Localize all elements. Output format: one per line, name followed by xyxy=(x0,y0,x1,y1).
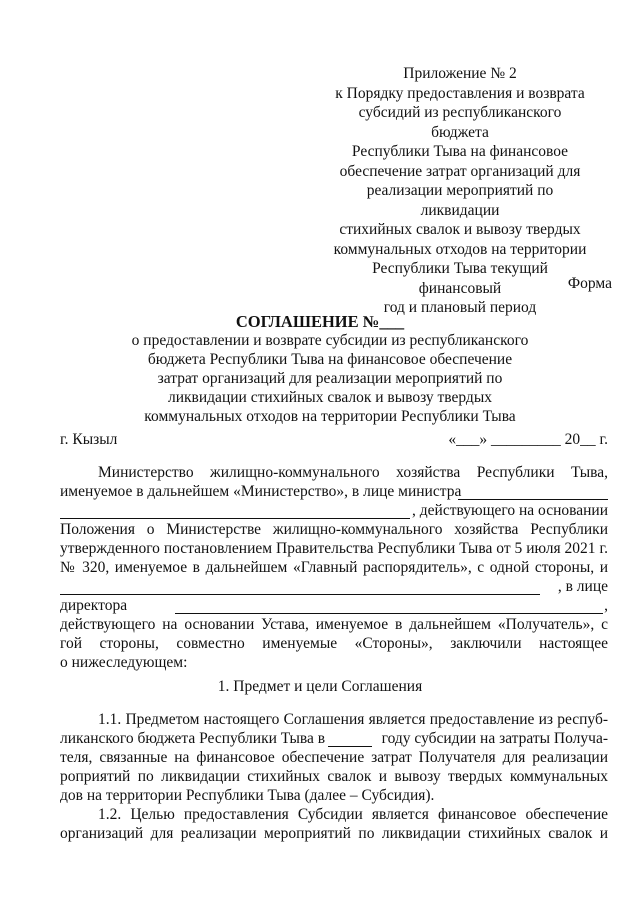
text-line: дов на территории Республики Тыва (далее – Субсидия). xyxy=(60,787,435,804)
text-line: Министерство жилищно-коммунального хозяйства Республики Тыва, xyxy=(98,464,608,481)
subtitle-line: коммунальных отходов на территории Республики Тыва xyxy=(144,408,516,425)
section-1-body xyxy=(60,710,608,843)
appendix-line: коммунальных отходов на территории xyxy=(333,240,587,258)
date-field: «___» _________ 20__ г. xyxy=(448,431,608,448)
director-name-blank xyxy=(175,599,603,614)
minister-name-blank xyxy=(458,485,608,500)
subtitle-line: о предоставлении и возврате субсидии из республиканского xyxy=(131,332,529,349)
text-line: 1.2. Целью предоставления Субсидии является финансовое обеспечение xyxy=(98,806,608,823)
form-label: Форма xyxy=(567,275,612,292)
appendix-line: к Порядку предоставления и возврата xyxy=(335,84,585,102)
text-segment: , xyxy=(604,597,608,614)
text-line: действующего на основании Устава, именуемое в дальнейшем «Получатель», с xyxy=(60,616,608,633)
text-line xyxy=(60,729,608,748)
text-line: организаций для реализации мероприятий по ликвидации стихийных свалок и xyxy=(60,825,608,842)
subtitle-line: бюджета Республики Тыва на финансовое обеспечение xyxy=(147,351,513,368)
appendix-line: Республики Тыва текущий финансовый xyxy=(372,260,548,297)
text-line: № 320, именуемое в дальнейшем «Главный распорядитель», с одной стороны, и xyxy=(60,559,608,576)
appendix-line: Республики Тыва на финансовое xyxy=(351,143,569,160)
appendix-header xyxy=(330,64,590,318)
place: г. Кызыл xyxy=(60,431,118,448)
text-line: утвержденного постановлением Правительства Республики Тыва от 5 июля 2021 г. xyxy=(60,540,608,557)
appendix-line: субсидий из республиканского бюджета xyxy=(358,104,562,141)
year-blank xyxy=(328,732,372,747)
text-line xyxy=(60,501,608,520)
subtitle-line: ликвидации стихийных свалок и вывозу твердых xyxy=(168,389,492,406)
agreement-title: СОГЛАШЕНИЕ №___ xyxy=(235,312,405,331)
text-line: роприятий по ликвидации стихийных свалок и вывозу твердых коммунальных xyxy=(60,768,608,785)
text-line: 1.1. Предметом настоящего Соглашения является предоставление из респуб- xyxy=(98,711,608,728)
appendix-line: реализации мероприятий по ликвидации xyxy=(366,182,554,219)
text-line xyxy=(60,482,608,501)
appendix-line: стихийных свалок и вывозу твердых xyxy=(339,221,581,238)
text-segment: именуемое в дальнейшем «Министерство», в лице министра xyxy=(60,483,462,500)
recipient-name-blank xyxy=(60,580,540,595)
minister-name-blank-cont xyxy=(60,504,410,519)
text-segment: директора xyxy=(60,597,128,614)
text-line: теля, связанные на финансовое обеспечение затрат Получателя для реализации xyxy=(60,749,608,766)
text-line: о нижеследующем: xyxy=(60,654,188,671)
agreement-subtitle xyxy=(130,331,530,426)
appendix-line: обеспечение затрат организаций для xyxy=(339,162,581,180)
text-segment: году субсидии на затраты Получа- xyxy=(381,730,608,747)
text-segment: ликанского бюджета Республики Тыва в xyxy=(60,730,326,747)
section-heading: 1. Предмет и цели Соглашения xyxy=(217,678,423,695)
text-segment: , действующего на основании xyxy=(412,502,608,519)
text-segment: , в лице xyxy=(557,578,608,595)
text-line xyxy=(60,577,608,596)
text-line: Положения о Министерстве жилищно-коммунального хозяйства Республики xyxy=(60,521,608,538)
appendix-line: Приложение № 2 xyxy=(403,65,517,82)
appendix-line: год и плановый период xyxy=(383,299,537,316)
intro-paragraph xyxy=(60,463,608,672)
text-line: гой стороны, совместно именуемые «Стороны», заключили настоящее xyxy=(60,635,608,652)
subtitle-line: затрат организаций для реализации мероприятий по xyxy=(157,370,503,387)
text-line xyxy=(60,596,608,615)
